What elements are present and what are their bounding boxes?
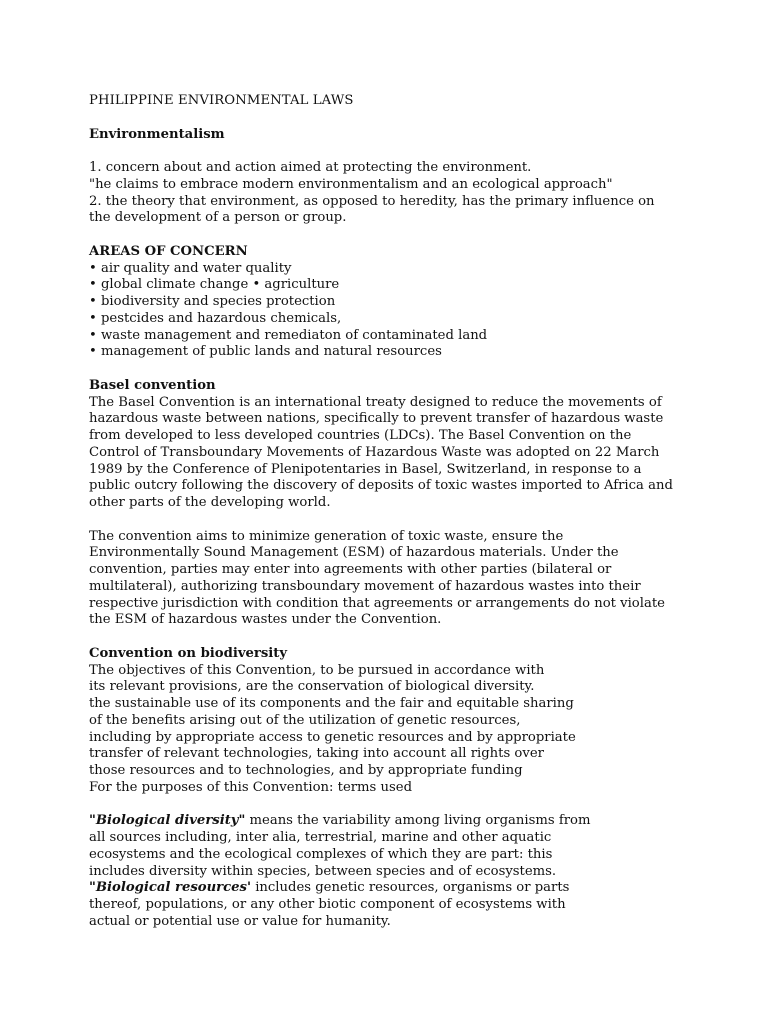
areas-of-concern-section xyxy=(89,244,689,361)
text-line: the development of a person or group. xyxy=(89,210,347,226)
text-line: "he claims to embrace modern environmentalism and an ecological approach" xyxy=(89,176,613,192)
document-page xyxy=(89,93,689,931)
text-line: respective jurisdiction with condition that agreements or arrangements do not violate xyxy=(89,595,665,611)
text-line: the sustainable use of its components and the fair and equitable sharing xyxy=(89,696,574,711)
text-line: Control of Transboundary Movements of Hazardous Waste was adopted on 22 March xyxy=(89,444,660,460)
text-line: from developed to less developed countries (LDCs). The Basel Convention on the xyxy=(89,428,632,443)
basel-convention-section xyxy=(89,378,689,629)
document-title: PHILIPPINE ENVIRONMENTAL LAWS xyxy=(89,93,354,108)
text-line: all sources including, inter alia, terrestrial, marine and other aquatic xyxy=(89,830,552,845)
text-line: thereof, populations, or any other biotic component of ecosystems with xyxy=(89,897,566,912)
biodiversity-section xyxy=(89,646,689,931)
definition-text: includes genetic resources, organisms or parts xyxy=(251,880,570,896)
text-line: actual or potential use or value for humanity. xyxy=(89,913,391,929)
text-line: For the purposes of this Convention: terms used xyxy=(89,779,413,795)
definition-biological-resources xyxy=(89,880,689,897)
text-line: 2. the theory that environment, as opposed to heredity, has the primary influence on xyxy=(89,193,655,209)
text-line: those resources and to technologies, and by appropriate funding xyxy=(89,763,523,778)
list-item: • management of public lands and natural resources xyxy=(89,344,442,360)
term-biological-resources: "Biological resources' xyxy=(89,880,252,896)
term-biological-diversity: "Biological diversity" xyxy=(89,813,246,829)
definition-text: means the variability among living organisms from xyxy=(245,813,591,829)
definition-biological-diversity xyxy=(89,813,689,830)
text-line: The objectives of this Convention, to be pursued in accordance with xyxy=(89,662,545,678)
text-line: multilateral), authorizing transboundary movement of hazardous wastes into their xyxy=(89,578,641,594)
text-line: The convention aims to minimize generation of toxic waste, ensure the xyxy=(89,528,564,544)
list-item: • air quality and water quality xyxy=(89,260,292,276)
text-line: includes diversity within species, between species and of ecosystems. xyxy=(89,863,557,879)
text-line: 1. concern about and action aimed at protecting the environment. xyxy=(89,160,532,175)
text-line: 1989 by the Conference of Plenipotentaries in Basel, Switzerland, in response to a xyxy=(89,461,642,477)
text-line: The Basel Convention is an international treaty designed to reduce the movements of xyxy=(89,394,662,410)
text-line: ecosystems and the ecological complexes of which they are part: this xyxy=(89,846,553,862)
environmentalism-heading: Environmentalism xyxy=(89,126,225,142)
text-line: hazardous waste between nations, specifically to prevent transfer of hazardous waste xyxy=(89,411,664,427)
basel-convention-heading: Basel convention xyxy=(89,377,216,393)
list-item: • biodiversity and species protection xyxy=(89,294,336,309)
areas-of-concern-heading: AREAS OF CONCERN xyxy=(89,243,248,259)
text-line: the ESM of hazardous wastes under the Convention. xyxy=(89,612,442,628)
text-line: including by appropriate access to genetic resources and by appropriate xyxy=(89,729,576,745)
biodiversity-heading: Convention on biodiversity xyxy=(89,645,288,661)
text-line: convention, parties may enter into agreements with other parties (bilateral or xyxy=(89,562,612,577)
list-item: • pestcides and hazardous chemicals, xyxy=(89,310,342,326)
list-item: • global climate change • agriculture xyxy=(89,277,340,293)
text-line: Environmentally Sound Management (ESM) of hazardous materials. Under the xyxy=(89,545,619,561)
list-item: • waste management and remediaton of contaminated land xyxy=(89,327,488,343)
environmentalism-section xyxy=(89,127,689,228)
text-line: transfer of relevant technologies, taking into account all rights over xyxy=(89,746,544,762)
text-line: its relevant provisions, are the conservation of biological diversity. xyxy=(89,679,535,695)
text-line: other parts of the developing world. xyxy=(89,495,331,510)
text-line: of the benefits arising out of the utilization of genetic resources, xyxy=(89,712,521,728)
text-line: public outcry following the discovery of deposits of toxic wastes imported to Africa and xyxy=(89,478,673,494)
